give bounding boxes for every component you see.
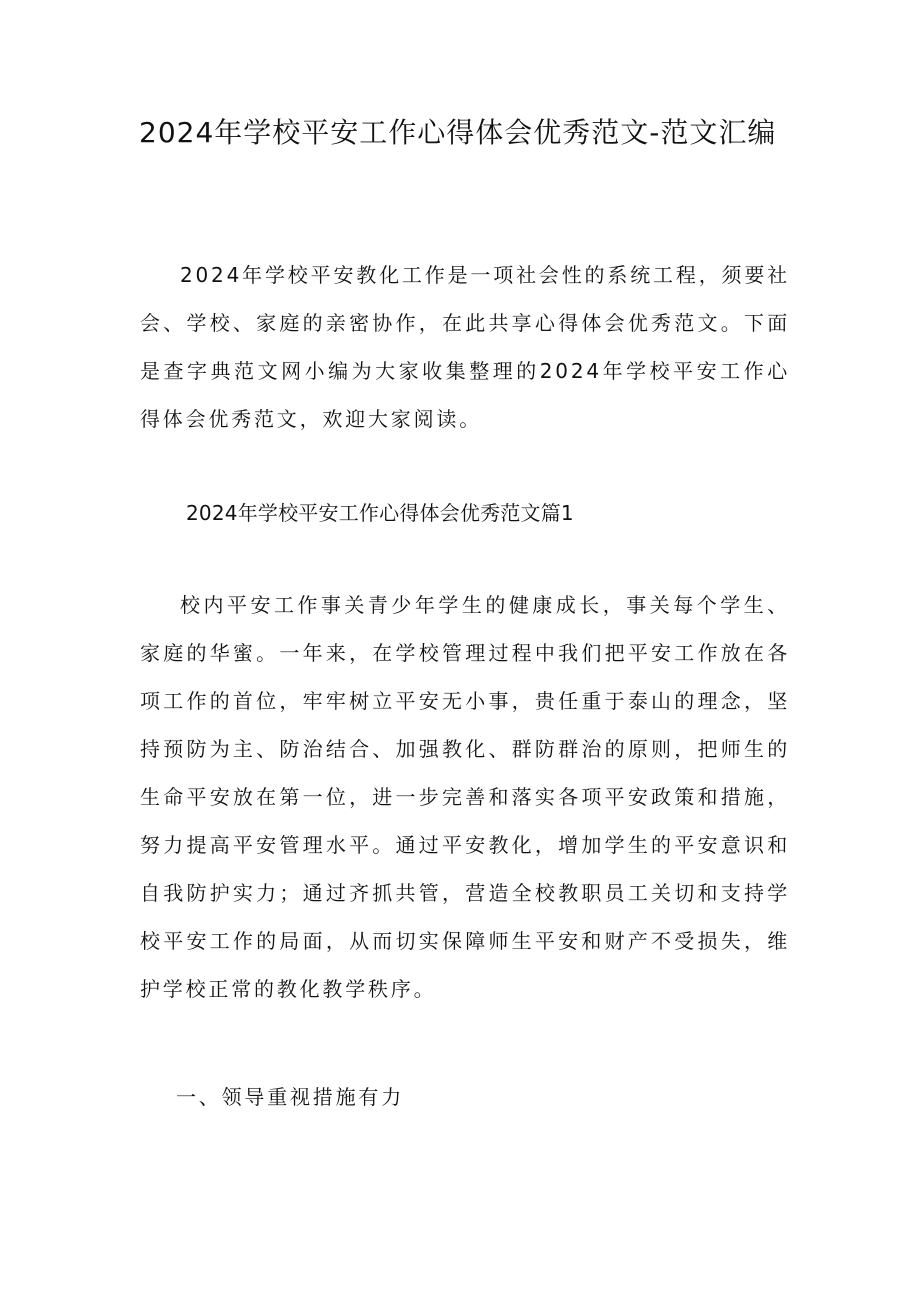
intro-paragraph: 2024年学校平安教化工作是一项社会性的系统工程，须要社会、学校、家庭的亲密协作，在此共享心得体会优秀范文。下面是查字典范文网小编为大家收集整理的2024年学校平安工作心得体会优秀范文，欢迎大家阅读。: [140, 263, 790, 431]
article-heading: 2024年学校平安工作心得体会优秀范文篇1: [186, 501, 574, 525]
section-heading: 一、领导重视措施有力: [176, 1085, 404, 1109]
document-title: 2024年学校平安工作心得体会优秀范文-范文汇编: [139, 116, 777, 149]
body-paragraph: 校内平安工作事关青少年学生的健康成长，事关每个学生、家庭的华蜜。一年来，在学校管理过程中我们把平安工作放在各项工作的首位，牢牢树立平安无小事，贵任重于泰山的理念，坚持预防为主、防治结合、加强教化、群防群治的原则，把师生的生命平安放在第一位，进一步完善和落实各项平安政策和措施，努力提高平安管理水平。通过平安教化，增加学生的平安意识和自我防护实力；通过齐抓共管，营造全校教职员工关切和支持学校平安工作的局面，从而切实保障师生平安和财产不受损失，维护学校正常的教化教学秩序。: [140, 593, 790, 1001]
